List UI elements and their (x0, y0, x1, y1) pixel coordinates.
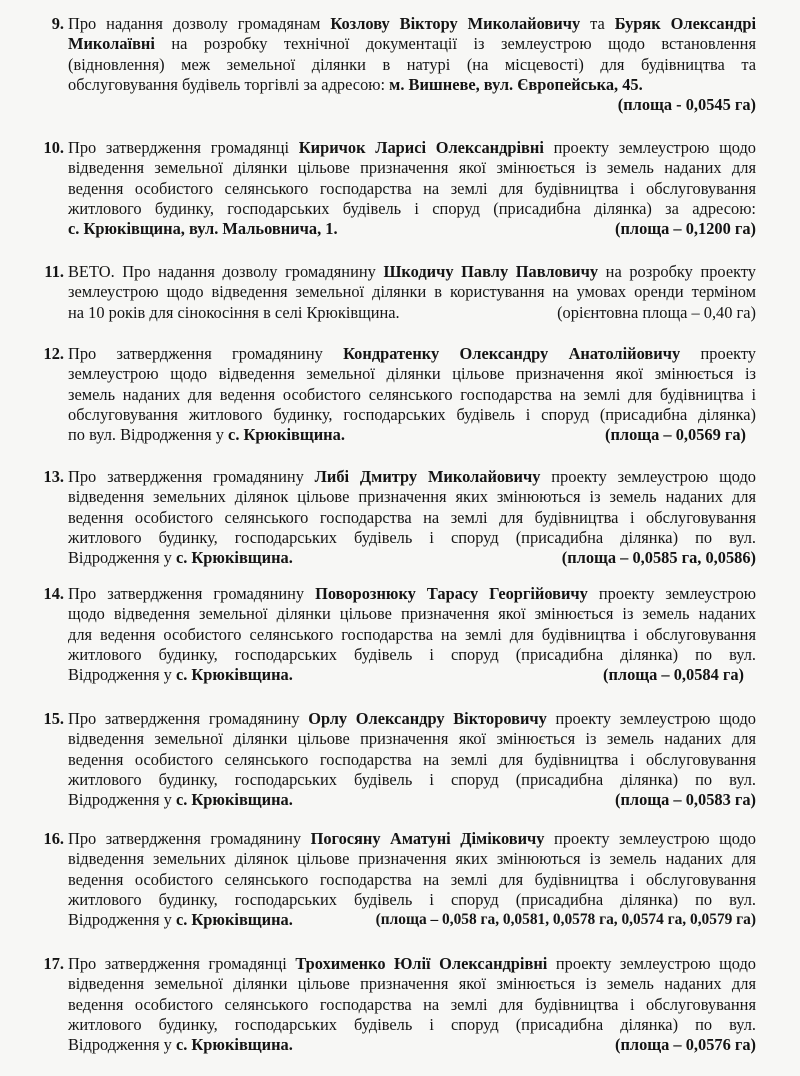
item-area: (орієнтовна площа – 0,40 га) (557, 302, 756, 322)
item-line: житлового будинку, господарських будівель і споруд (присадибна ділянка) за адресою: (68, 198, 756, 218)
item-line: Про затвердження громадянці Трохименко Юлії Олександрівні проекту землеустрою щодо (68, 954, 756, 973)
item-number: 12. (43, 344, 64, 363)
item-line: ведення особистого селянського господарства на землі для будівництва і обслуговування (68, 507, 756, 527)
agenda-item-11 (44, 262, 756, 323)
item-area: (площа – 0,1200 га) (615, 219, 756, 239)
item-line: ведення особистого селянського господарства на землі для будівництва і обслуговування (68, 994, 756, 1014)
item-line: Про затвердження громадянину Погосяну Аматуні Діміковичу проекту землеустрою щодо (68, 829, 757, 848)
item-area: (площа – 0,0585 га, 0,0586) (561, 548, 756, 568)
item-line: Про затвердження громадянину Кондратенку Олександру Анатолійовичу проекту (68, 344, 757, 363)
item-line: ведення особистого селянського господарства на землі для будівництва і обслуговування (68, 749, 756, 769)
item-line: відведення земельної ділянки цільове призначення якої змінюється із земель наданих для (68, 729, 756, 749)
agenda-item-12 (43, 344, 757, 445)
item-line: щодо відведення земельної ділянки цільове призначення якої змінюється із земель наданих (68, 604, 756, 624)
item-line: житлового будинку, господарських будівель і споруд (присадибна ділянка) по вул. (68, 769, 756, 789)
item-last-line: на 10 років для сінокосіння в селі Крюківщина. (орієнтовна площа – 0,40 га) (68, 302, 756, 322)
item-last-line: по вул. Відродження у с. Крюківщина. (площа – 0,0569 га) (68, 425, 746, 445)
item-line: житлового будинку, господарських будівель і споруд (присадибна ділянка) по вул. (68, 1014, 756, 1034)
item-line: (відновлення) меж земельної ділянки в натурі (на місцевості) для будівництва та (68, 54, 756, 74)
item-line: відведення земельної ділянки цільове призначення якої змінюється із земель наданих для (68, 158, 756, 178)
item-line: Про затвердження громадянці Киричок Ларисі Олександрівні проекту землеустрою щодо (68, 138, 756, 157)
item-last-line: Відродження у с. Крюківщина. (площа – 0,0583 га) (68, 790, 756, 810)
item-line: для ведення особистого селянського господарства на землі для будівництва і обслуговування (68, 624, 756, 644)
item-line: відведення земельних ділянок цільове призначення яких змінюються із земель наданих для (68, 849, 756, 869)
item-line: відведення земельних ділянок цільове призначення яких змінюються із земель наданих для (68, 487, 756, 507)
item-last-line: Відродження у с. Крюківщина. (площа – 0,0576 га) (68, 1035, 756, 1055)
item-number: 10. (43, 138, 64, 157)
item-line: житлового будинку, господарських будівель і споруд (присадибна ділянка) по вул. (68, 527, 756, 547)
item-number: 9. (51, 14, 64, 33)
agenda-item-15 (43, 709, 756, 810)
item-number: 13. (43, 467, 64, 486)
agenda-item-13 (43, 467, 757, 568)
item-area: (площа – 0,0569 га) (605, 425, 746, 445)
item-line: землеустрою щодо відведення земельної ділянки в користування на умовах оренди терміном (68, 282, 756, 302)
item-line: Миколаївні на розробку технічної документації із землеустрою щодо встановлення (68, 34, 756, 54)
item-area: (площа – 0,0583 га) (615, 790, 756, 810)
item-line: землеустрою щодо відведення земельної ділянки цільове призначення якої змінюється із (68, 364, 756, 384)
item-last-line: Відродження у с. Крюківщина. (площа – 0,0585 га, 0,0586) (68, 548, 756, 568)
agenda-item-9 (51, 14, 757, 115)
item-line: обслуговування будівель торгівлі за адресою: м. Вишневе, вул. Європейська, 45. (68, 74, 643, 94)
item-number: 17. (43, 954, 64, 973)
item-area: (площа - 0,0545 га) (617, 95, 756, 115)
agenda-item-14 (43, 584, 757, 685)
item-line: Про затвердження громадянину Поворознюку Тарасу Георгійовичу проекту землеустрою (68, 584, 757, 603)
item-line: відведення земельної ділянки цільове призначення якої змінюється із земель наданих для (68, 974, 756, 994)
item-number: 16. (43, 829, 64, 848)
item-area: (площа – 0,0576 га) (615, 1035, 756, 1055)
item-line: ведення особистого селянського господарства на землі для будівництва і обслуговування (68, 178, 756, 198)
item-last-line: Відродження у с. Крюківщина. (площа – 0,058 га, 0,0581, 0,0578 га, 0,0574 га, 0,0579 га) (68, 910, 756, 930)
item-line: житлового будинку, господарських будівель і споруд (присадибна ділянка) по вул. (68, 889, 756, 909)
item-line: житлового будинку, господарських будівель і споруд (присадибна ділянка) по вул. (68, 644, 756, 664)
agenda-item-16 (43, 829, 757, 930)
item-line: ВЕТО. Про надання дозволу громадянину Шкодичу Павлу Павловичу на розробку проекту (68, 262, 756, 281)
item-last-line: с. Крюківщина, вул. Мальовнича, 1. (площа – 0,1200 га) (68, 219, 756, 239)
item-line: обслуговування житлового будинку, господарських будівель і споруд (присадибна ділянка) (68, 404, 756, 424)
item-number: 11. (44, 262, 64, 281)
agenda-item-17 (43, 954, 756, 1055)
item-line: Про затвердження громадянину Либі Дмитру Миколайовичу проекту землеустрою щодо (68, 467, 757, 486)
item-number: 14. (43, 584, 64, 603)
item-line: ведення особистого селянського господарства на землі для будівництва і обслуговування (68, 869, 756, 889)
item-last-line: Відродження у с. Крюківщина. (площа – 0,0584 га) (68, 665, 744, 685)
item-line: Про затвердження громадянину Орлу Олександру Вікторовичу проекту землеустрою щодо (68, 709, 756, 728)
item-area: (площа – 0,0584 га) (603, 665, 744, 685)
agenda-item-10 (43, 138, 756, 239)
item-area: (площа – 0,058 га, 0,0581, 0,0578 га, 0,0574 га, 0,0579 га) (375, 911, 756, 929)
item-line: Про надання дозволу громадянам Козлову Віктору Миколайовичу та Буряк Олександрі (68, 14, 757, 33)
item-line: земель наданих для ведення особистого селянського господарства на землі для будівництва і (68, 384, 756, 404)
item-number: 15. (43, 709, 64, 728)
